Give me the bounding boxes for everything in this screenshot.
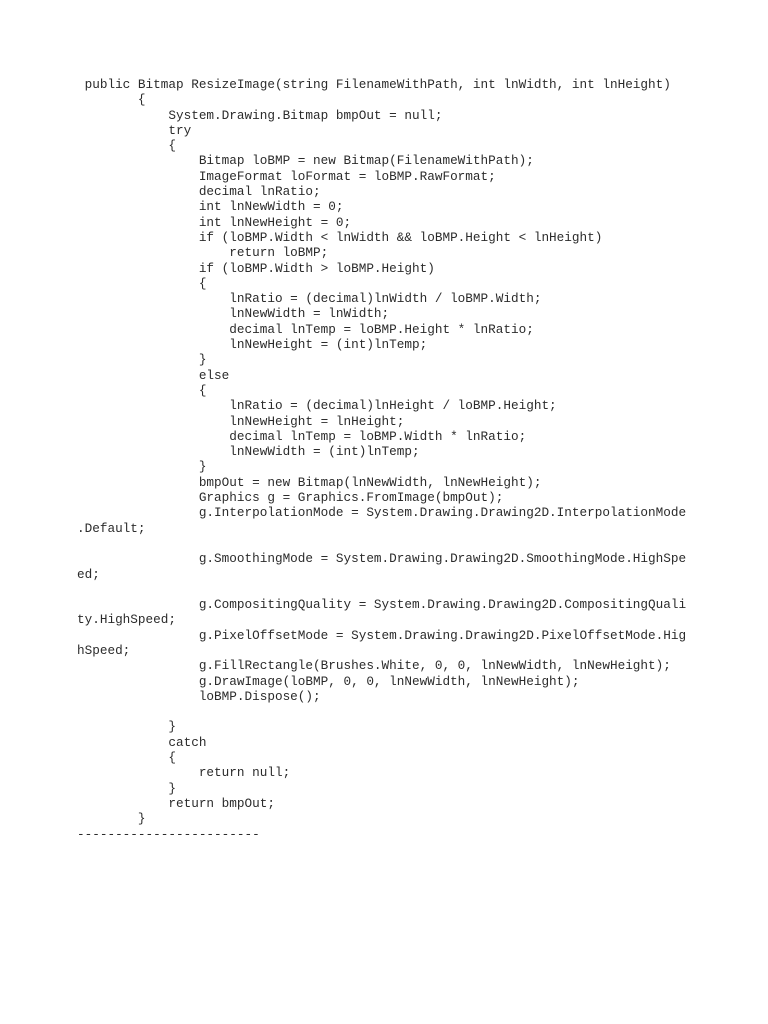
code-line: ty.HighSpeed; <box>77 612 176 628</box>
code-line: int lnNewHeight = 0; <box>77 214 352 230</box>
code-line <box>77 536 717 551</box>
code-line <box>77 704 717 719</box>
code-line: g.SmoothingMode = System.Drawing.Drawing2D.SmoothingMode.HighSpe <box>77 551 687 567</box>
code-line: if (loBMP.Width > loBMP.Height) <box>77 260 435 276</box>
code-line: if (loBMP.Width < lnWidth && loBMP.Height < lnHeight) <box>77 229 603 245</box>
code-line: else <box>77 367 230 383</box>
separator-line: ------------------------ <box>77 826 260 842</box>
code-line: public Bitmap ResizeImage(string FilenameWithPath, int lnWidth, int lnHeight) <box>77 77 671 92</box>
code-line: } <box>77 719 176 735</box>
code-line: lnRatio = (decimal)lnWidth / loBMP.Width; <box>77 291 542 307</box>
code-line: lnRatio = (decimal)lnHeight / loBMP.Height; <box>77 398 557 414</box>
code-line: catch <box>77 734 207 750</box>
code-line: g.InterpolationMode = System.Drawing.Drawing2D.InterpolationMode <box>77 505 687 521</box>
code-line: g.DrawImage(loBMP, 0, 0, lnNewWidth, lnNewHeight); <box>77 673 580 689</box>
code-line: System.Drawing.Bitmap bmpOut = null; <box>77 107 443 123</box>
code-line: lnNewHeight = (int)lnTemp; <box>77 337 428 353</box>
code-line: hSpeed; <box>77 642 131 658</box>
code-line: ed; <box>77 566 100 582</box>
code-line: { <box>77 750 176 766</box>
code-line: loBMP.Dispose(); <box>77 688 321 704</box>
code-line: g.PixelOffsetMode = System.Drawing.Drawing2D.PixelOffsetMode.Hig <box>77 627 687 643</box>
code-line <box>77 582 717 597</box>
code-line: Bitmap loBMP = new Bitmap(FilenameWithPath); <box>77 153 534 169</box>
code-line: lnNewHeight = lnHeight; <box>77 413 405 429</box>
code-line: decimal lnRatio; <box>77 184 321 200</box>
code-line: } <box>77 352 207 368</box>
code-line: return bmpOut; <box>77 795 275 811</box>
code-line: ImageFormat loFormat = loBMP.RawFormat; <box>77 168 496 184</box>
code-line: } <box>77 459 207 475</box>
code-line: g.CompositingQuality = System.Drawing.Drawing2D.CompositingQuali <box>77 597 687 613</box>
code-line: return loBMP; <box>77 245 329 261</box>
code-line: { <box>77 138 176 154</box>
code-line: int lnNewWidth = 0; <box>77 199 344 215</box>
code-line: { <box>77 275 207 291</box>
code-line: Graphics g = Graphics.FromImage(bmpOut); <box>77 490 504 506</box>
code-line: return null; <box>77 765 291 781</box>
code-line: decimal lnTemp = loBMP.Height * lnRatio; <box>77 321 534 337</box>
code-line: bmpOut = new Bitmap(lnNewWidth, lnNewHeight); <box>77 474 542 490</box>
code-listing <box>77 77 717 842</box>
code-line: lnNewWidth = (int)lnTemp; <box>77 444 420 460</box>
code-line: .Default; <box>77 520 146 536</box>
code-line: { <box>77 382 207 398</box>
code-line: } <box>77 811 146 827</box>
code-line: try <box>77 122 192 138</box>
code-line: } <box>77 780 176 796</box>
code-line: g.FillRectangle(Brushes.White, 0, 0, lnNewWidth, lnNewHeight); <box>77 658 671 674</box>
code-line: decimal lnTemp = loBMP.Width * lnRatio; <box>77 428 527 444</box>
code-line: lnNewWidth = lnWidth; <box>77 306 390 322</box>
code-line: { <box>77 92 146 108</box>
